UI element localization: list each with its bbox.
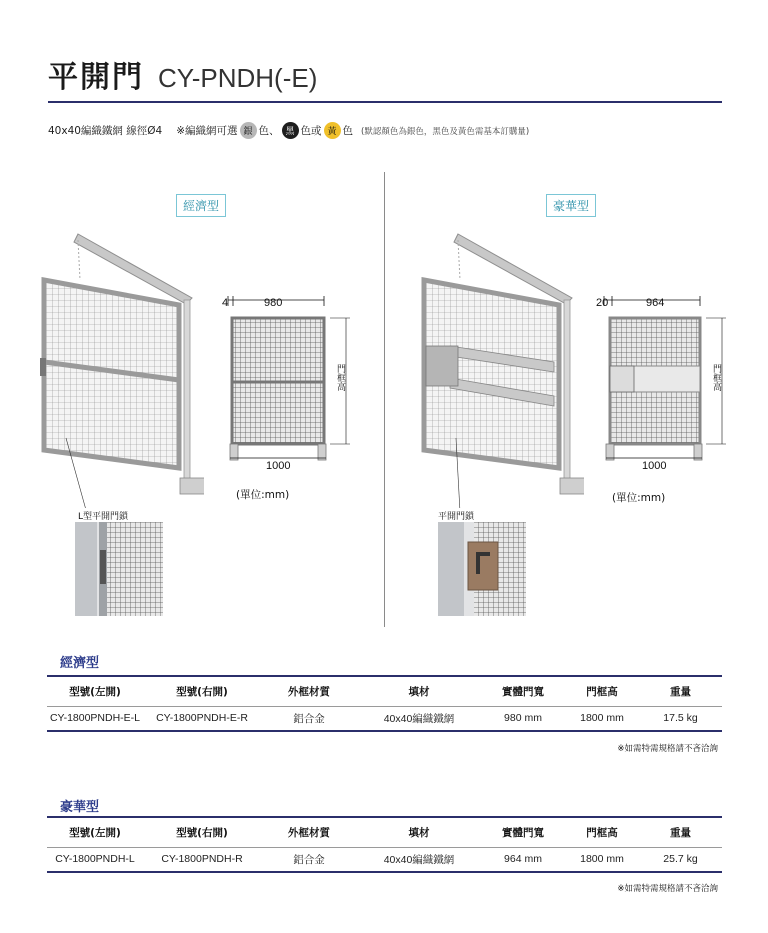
economy-door-perspective-illustration [34, 228, 204, 508]
table-header-row [47, 676, 722, 706]
column-header-frame-height: 門框高 [565, 817, 639, 847]
deluxe-width-dimension: 964 [646, 297, 665, 309]
cell-model-left: CY-1800PNDH-L [47, 847, 143, 872]
swing-door-lock-photo [438, 522, 526, 616]
yellow-color-chip: 黃 [324, 122, 341, 139]
column-header-door-width: 實體門寬 [481, 817, 565, 847]
cell-frame-height: 1800 mm [565, 847, 639, 872]
deluxe-custom-spec-note: ※如需特需規格請不吝洽詢 [617, 884, 718, 894]
cell-weight: 25.7 kg [639, 847, 722, 872]
page-title [48, 52, 317, 96]
color-separator: 色、 [258, 125, 280, 137]
cell-model-right: CY-1800PNDH-R [143, 847, 261, 872]
cell-weight: 17.5 kg [639, 706, 722, 731]
cell-door-width: 980 mm [481, 706, 565, 731]
cell-frame-material: 鋁合金 [261, 847, 357, 872]
economy-frame-height-label: 門框高 [335, 364, 345, 391]
deluxe-bottom-dimension: 1000 [642, 460, 667, 472]
mesh-spec: 40x40編織鐵網 線徑Ø4 [48, 125, 163, 137]
economy-bottom-dimension: 1000 [266, 460, 291, 472]
color-note-prefix: ※編織網可選 [176, 125, 238, 137]
cell-frame-material: 鋁合金 [261, 706, 357, 731]
color-separator: 色或 [300, 125, 322, 137]
column-header-frame-height: 門框高 [565, 676, 639, 706]
section-divider [384, 172, 385, 627]
table-header-row [47, 817, 722, 847]
deluxe-type-tag: 豪華型 [546, 194, 596, 217]
deluxe-table-title: 豪華型 [60, 800, 100, 815]
table-row [47, 847, 722, 872]
title-divider [48, 101, 722, 103]
column-header-model-left: 型號(左開) [47, 676, 143, 706]
default-color-note: (默認顏色為銀色，黑色及黃色需基本訂購量) [361, 126, 530, 137]
deluxe-frame-height-label: 門框高 [711, 364, 721, 391]
cell-frame-height: 1800 mm [565, 706, 639, 731]
deluxe-lock-callout: 平開門鎖 [438, 512, 475, 522]
column-header-door-width: 實體門寬 [481, 676, 565, 706]
column-header-model-left: 型號(左開) [47, 817, 143, 847]
cell-model-right: CY-1800PNDH-E-R [143, 706, 261, 731]
economy-type-tag: 經濟型 [176, 194, 226, 217]
cell-door-width: 964 mm [481, 847, 565, 872]
material-spec-line [48, 122, 529, 139]
l-type-lock-photo [75, 522, 163, 616]
column-header-model-right: 型號(右開) [143, 817, 261, 847]
cell-filling: 40x40編織鐵網 [357, 847, 481, 872]
silver-color-chip: 銀 [240, 122, 257, 139]
table-row [47, 706, 722, 731]
economy-gap-dimension: 4 [222, 297, 229, 309]
economy-lock-callout: L型平開門鎖 [78, 512, 129, 522]
economy-custom-spec-note: ※如需特需規格請不吝洽詢 [617, 744, 718, 754]
economy-unit-label: (單位:mm) [236, 489, 290, 501]
column-header-weight: 重量 [639, 676, 722, 706]
cell-model-left: CY-1800PNDH-E-L [47, 706, 143, 731]
column-header-model-right: 型號(右開) [143, 676, 261, 706]
deluxe-unit-label: (單位:mm) [612, 492, 666, 504]
title-model: CY-PNDH(-E) [158, 63, 318, 93]
deluxe-door-perspective-illustration [414, 228, 584, 508]
black-color-chip: 黑 [282, 122, 299, 139]
deluxe-gap-dimension: 20 [596, 297, 609, 309]
title-chinese: 平開門 [48, 60, 144, 95]
column-header-filling: 填材 [357, 817, 481, 847]
column-header-filling: 填材 [357, 676, 481, 706]
color-separator: 色 [342, 125, 354, 137]
economy-table-title: 經濟型 [60, 656, 100, 671]
economy-spec-table [47, 675, 722, 732]
column-header-weight: 重量 [639, 817, 722, 847]
deluxe-spec-table [47, 816, 722, 873]
economy-width-dimension: 980 [264, 297, 283, 309]
column-header-frame-material: 外框材質 [261, 676, 357, 706]
cell-filling: 40x40編織鐵網 [357, 706, 481, 731]
column-header-frame-material: 外框材質 [261, 817, 357, 847]
